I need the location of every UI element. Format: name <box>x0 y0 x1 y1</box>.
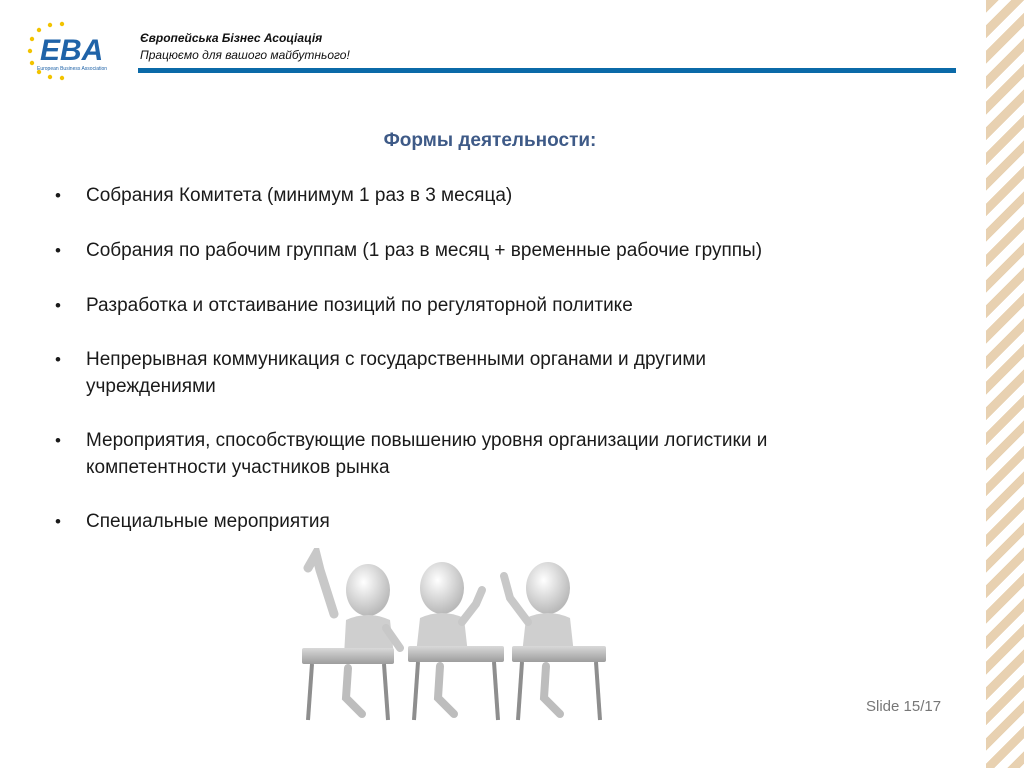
figure-right <box>504 562 606 720</box>
eba-logo <box>22 20 130 82</box>
bullet-dot: • <box>55 431 61 450</box>
bullet-item <box>50 237 930 264</box>
header-divider <box>138 68 956 73</box>
bullet-item <box>50 182 930 209</box>
bullet-list <box>50 182 930 535</box>
bullet-line: Мероприятия, способствующие повышению уровня организации логистики и <box>86 430 768 451</box>
slide-number: Slide 15/17 <box>866 698 942 715</box>
bullet-dot: • <box>55 350 61 369</box>
bullet-line: учреждениями <box>86 376 216 397</box>
meeting-figures-illustration <box>290 548 610 748</box>
bullet-line: Непрерывная коммуникация с государственными органами и другими <box>86 349 707 370</box>
bullet-item <box>50 292 930 319</box>
logo-text: EBA <box>40 34 104 67</box>
bullet-item <box>50 346 930 400</box>
org-tagline: Працюємо для вашого майбутнього! <box>140 48 350 62</box>
bullet-line: Собрания Комитета (минимум 1 раз в 3 месяца) <box>86 185 513 206</box>
bullet-dot: • <box>55 241 61 260</box>
bullet-line: компетентности участников рынка <box>86 457 390 478</box>
org-name: Європейська Бізнес Асоціація <box>140 31 323 45</box>
decorative-stripes <box>986 0 1024 768</box>
figure-left <box>302 554 400 720</box>
bullet-dot: • <box>55 512 61 531</box>
bullet-item <box>50 427 930 481</box>
bullet-line: Собрания по рабочим группам (1 раз в месяц + временные рабочие группы) <box>86 240 763 261</box>
bullet-dot: • <box>55 186 61 205</box>
figure-middle <box>408 562 504 720</box>
slide-title: Формы деятельности: <box>383 130 597 151</box>
bullet-dot: • <box>55 296 61 315</box>
bullet-line: Специальные мероприятия <box>86 511 330 532</box>
logo-subtext: European Business Association <box>37 66 108 72</box>
bullet-item <box>50 508 930 535</box>
bullet-line: Разработка и отстаивание позиций по регуляторной политике <box>86 295 633 316</box>
